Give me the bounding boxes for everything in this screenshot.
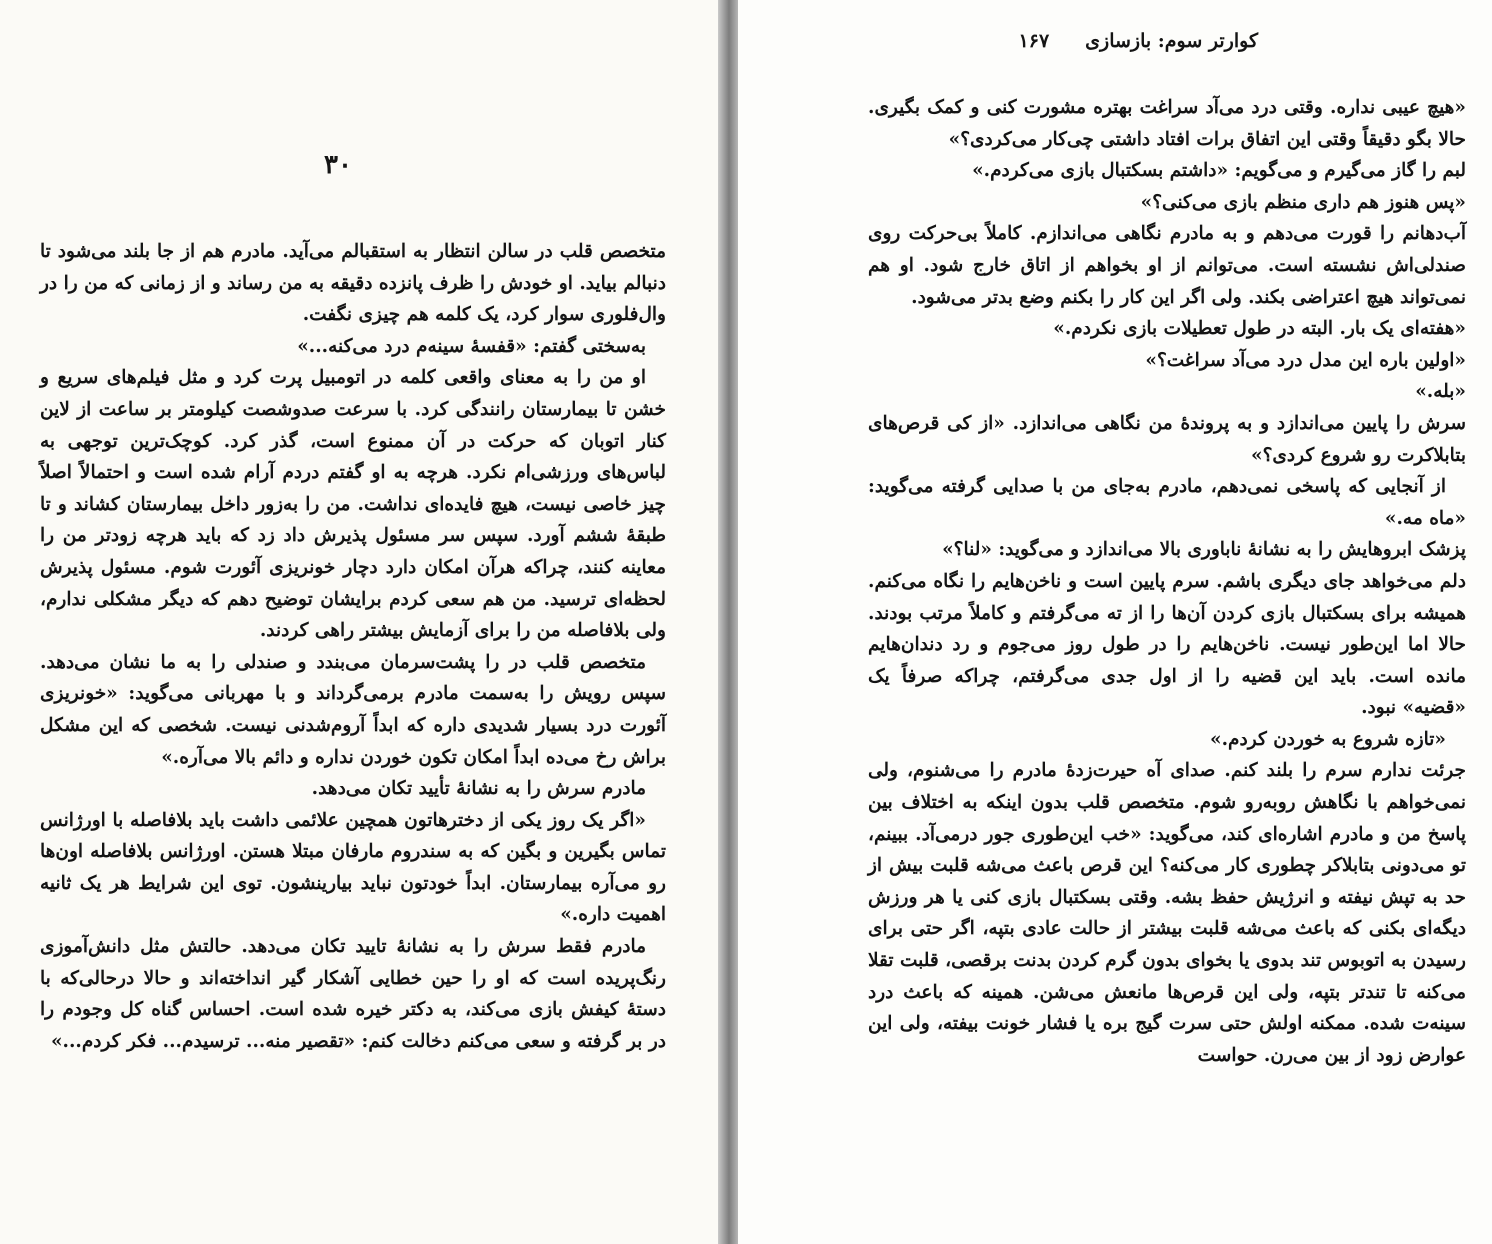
paragraph: «پس هنوز هم داری منظم بازی می‌کنی؟» — [1140, 191, 1466, 213]
paragraph: سرش را پایین می‌اندازد و به پروندهٔ من نگاهی می‌اندازد. «از کی قرص‌های بتابلاکرت رو شروع کردی؟» — [868, 412, 1466, 466]
right-book-page — [738, 0, 1492, 1244]
paragraph: «بله.» — [1415, 381, 1466, 403]
paragraph: «تازه شروع به خوردن کردم.» — [1210, 728, 1446, 750]
header-title: کوارتر سوم: بازسازی — [1085, 30, 1258, 52]
paragraph: لبم را گاز می‌گیرم و می‌گویم: «داشتم بسکتبال بازی می‌کردم.» — [972, 160, 1466, 182]
right-page-text — [868, 92, 1466, 1071]
paragraph: «اگر یک روز یکی از دخترهاتون همچین علائمی داشت باید بلافاصله با اورژانس تماس بگیرین و بگین که به سندروم مارفان مبتلا هستن. اورژانس بلافاصله اون‌ها رو می‌آره بیمارستان. ابداً خودتون نباید بیارینشون. توی این شرایط هر یک ثانیه اهمیت داره.» — [40, 809, 666, 926]
paragraph: مادرم فقط سرش را به نشانهٔ تایید تکان می‌دهد. حالتش مثل دانش‌آموزی رنگ‌پریده است که او را حین خطایی آشکار گیر انداخته‌اند و حالا درحالی‌که با دستهٔ کیفش بازی می‌کند، به دکتر خیره شده است. احساس گناه کل وجودم را در بر گرفته و سعی می‌کنم دخالت کنم: «تقصیر منه... ترسیدم... فکر کردم...» — [40, 936, 666, 1052]
paragraph: «اولین باره این مدل درد می‌آد سراغت؟» — [1145, 349, 1466, 371]
chapter-number: ۳۰ — [324, 150, 352, 180]
paragraph: «هیچ عیبی نداره. وقتی درد می‌آد سراغت بهتره مشورت کنی و کمک بگیری. حالا بگو دقیقاً وقتی این اتفاق برات افتاد داشتی چی‌کار می‌کردی؟» — [868, 97, 1466, 150]
paragraph: پزشک ابروهایش را به نشانهٔ ناباوری بالا می‌اندازد و می‌گوید: «لنا؟» — [942, 539, 1466, 561]
paragraph: آب‌دهانم را قورت می‌دهم و به مادرم نگاهی می‌اندازم. کاملاً بی‌حرکت روی صندلی‌اش نشسته است. می‌توانم از او بخواهم از اتاق خارج شود. او هم نمی‌تواند هیچ اعتراضی بکند. ولی اگر این کار را بکنم وضع بدتر می‌شود. — [868, 223, 1466, 308]
paragraph: از آنجایی که پاسخی نمی‌دهم، مادرم به‌جای من با صدایی گرفته می‌گوید: «ماه مه.» — [868, 476, 1466, 529]
paragraph: مادرم سرش را به نشانهٔ تأیید تکان می‌دهد. — [311, 778, 646, 800]
left-page-text — [40, 236, 666, 1057]
paragraph: «هفته‌ای یک بار. البته در طول تعطیلات بازی نکردم.» — [1053, 318, 1466, 340]
paragraph: متخصص قلب در را پشت‌سرمان می‌بندد و صندلی را به ما نشان می‌دهد. سپس رویش را به‌سمت مادرم برمی‌گرداند و با مهربانی می‌گوید: «خونریزی آئورت درد بسیار شدیدی داره که ابداً آروم‌شدنی نیست. شخصی که این مشکل براش رخ می‌ده ابداً امکان تکون خوردن نداره و دائم بالا می‌آره.» — [40, 651, 666, 768]
paragraph: دلم می‌خواهد جای دیگری باشم. سرم پایین است و ناخن‌هایم را نگاه می‌کنم. همیشه برای بسکتبال بازی کردن آن‌ها را از ته می‌گرفتم و کاملاً مرتب بودند. حالا اما این‌طور نیست. ناخن‌هایم را در طول روز می‌جوم و رد دندان‌هایم مانده است. باید این قضیه را از اول جدی می‌گرفتم، چراکه صرفاً یک «قضیه» نبود. — [868, 570, 1466, 719]
paragraph: به‌سختی گفتم: «قفسهٔ سینه‌م درد می‌کنه...» — [297, 335, 646, 357]
page-number: ۱۶۷ — [1018, 30, 1050, 52]
book-gutter — [718, 0, 738, 1244]
paragraph: او من را به معنای واقعی کلمه در اتومبیل پرت کرد و مثل فیلم‌های سریع و خشن تا بیمارستان رانندگی کرد. با سرعت صدوشصت کیلومتر بر ساعت از لاین کنار اتوبان که حرکت در آن ممنوع است، گذر کرد. کوچک‌ترین توجهی به لباس‌های ورزشی‌ام نکرد. هرچه به او گفتم دردم آرام شده است و احتمالاً اصلاً چیز خاصی نیست، هیچ فایده‌ای نداشت. من را به‌زور داخل بیمارستان کشاند و تا طبقهٔ ششم آورد. سپس سر مسئول پذیرش داد زد که باید هرچه زودتر من را معاینه کنند، چراکه هرآن امکان دارد دچار خونریزی آئورت شوم. مسئول پذیرش لحظه‌ای ترسید. من هم سعی کردم برایشان توضیح دهم که دیگر مشکلی ندارم، ولی بلافاصله من را برای آزمایش بیشتر راهی کردند. — [40, 367, 666, 642]
paragraph: جرئت ندارم سرم را بلند کنم. صدای آه حیرت‌زدهٔ مادرم را می‌شنوم، ولی نمی‌خواهم با نگاهش روبه‌رو شوم. متخصص قلب بدون اینکه به اختلاف بین پاسخ من و مادرم اشاره‌ای کند، می‌گوید: «خب این‌طوری جور درمی‌آد. ببینم، تو می‌دونی بتابلاکر چطوری کار می‌کنه؟ این قرص باعث می‌شه قلبت بیش از حد به تپش نیفته و انرژیش حفظ بشه. وقتی بسکتبال بازی کنی یا هر ورزش دیگه‌ای بکنی که باعث می‌شه قلبت بیشتر از حالت عادی بتپه، اگر حتی برای رسیدن به اتوبوس تند بدوی یا بخوای بدون گرم کردن بدنت برقصی، قلبت تقلا می‌کنه تا تندتر بتپه، ولی این قرص‌ها مانعش می‌شن. همینه که باعث درد سینه‌ت شده. ممکنه اولش حتی سرت گیج بره یا فشار خونت بیفته، ولی این عوارض زود از بین می‌رن. حواست — [868, 760, 1466, 1066]
running-header — [838, 30, 1258, 52]
left-book-page — [0, 0, 718, 1244]
paragraph: متخصص قلب در سالن انتظار به استقبالم می‌آید. مادرم هم از جا بلند می‌شود تا دنبالم بیاید. او خودش را ظرف پانزده دقیقه به من رساند و از زمانی که من را در وال‌فلوری سوار کرد، یک کلمه هم چیزی نگفت. — [40, 241, 666, 326]
